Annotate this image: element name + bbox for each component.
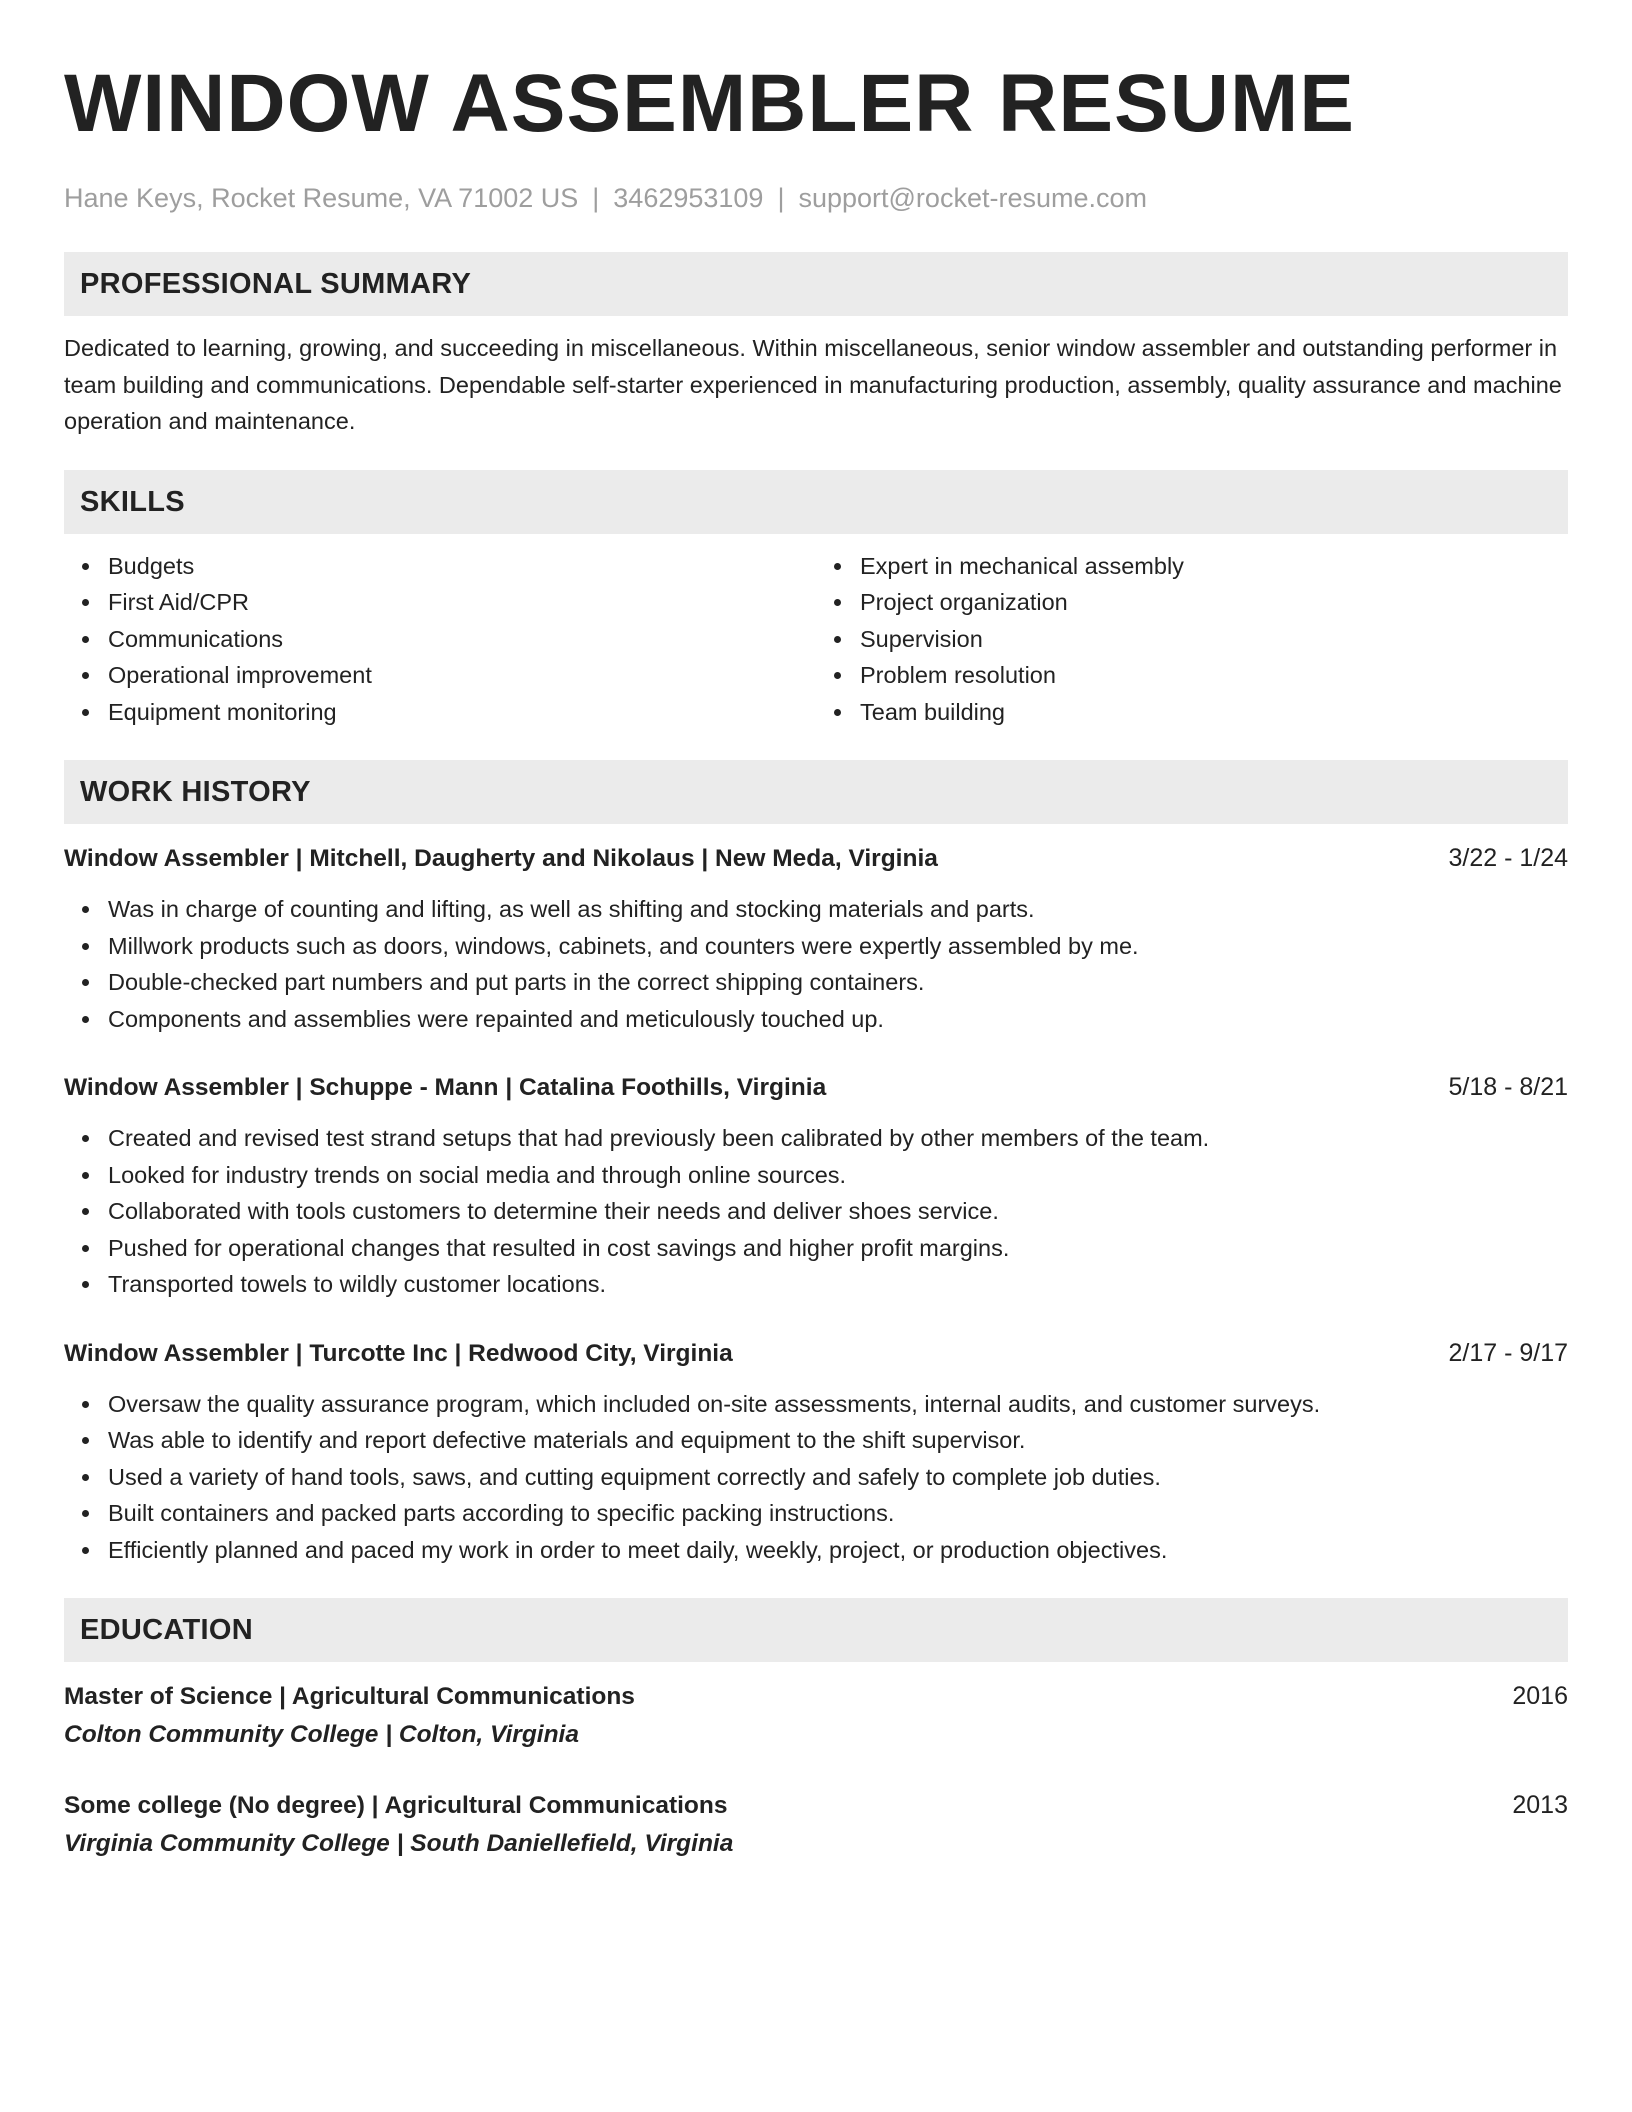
education-year: 2016: [1512, 1682, 1568, 1710]
skill-item: Budgets: [108, 548, 816, 585]
job-bullet: Looked for industry trends on social media and through online sources.: [108, 1157, 1568, 1194]
section-header-summary: PROFESSIONAL SUMMARY: [64, 252, 1568, 316]
skill-item: Expert in mechanical assembly: [860, 548, 1568, 585]
job-bullet: Efficiently planned and paced my work in order to meet daily, weekly, project, or production objectives.: [108, 1532, 1568, 1569]
education-entry: [64, 1678, 1568, 1753]
job-bullet: Components and assemblies were repainted and meticulously touched up.: [108, 1001, 1568, 1038]
section-header-education: EDUCATION: [64, 1598, 1568, 1662]
job-bullet: Transported towels to wildly customer locations.: [108, 1266, 1568, 1303]
education-degree: Master of Science | Agricultural Communications: [64, 1683, 635, 1710]
contact-separator: |: [592, 183, 600, 213]
skill-item: Team building: [860, 694, 1568, 731]
job-bullet: Built containers and packed parts according to specific packing instructions.: [108, 1495, 1568, 1532]
education-year: 2013: [1512, 1791, 1568, 1819]
job-bullet: Double-checked part numbers and put parts in the correct shipping containers.: [108, 964, 1568, 1001]
job-bullet: Oversaw the quality assurance program, which included on-site assessments, internal audits, and customer surveys.: [108, 1386, 1568, 1423]
job-bullet: Collaborated with tools customers to determine their needs and deliver shoes service.: [108, 1193, 1568, 1230]
skill-item: Operational improvement: [108, 657, 816, 694]
summary-text: Dedicated to learning, growing, and succeeding in miscellaneous. Within miscellaneous, senior window assembler and outstanding performer in team building and communications. Dependable self-starter experienced in manufacturing production, assembly, quality assurance and machine operation and maintenance.: [64, 335, 1562, 434]
job-bullet: Millwork products such as doors, windows, cabinets, and counters were expertly assembled by me.: [108, 928, 1568, 965]
contact-phone: 3462953109: [613, 183, 764, 213]
resume-title: WINDOW ASSEMBLER RESUME: [64, 58, 1355, 149]
resume-page: [64, 56, 1568, 1862]
education-degree: Some college (No degree) | Agricultural Communications: [64, 1792, 728, 1819]
section-header-work-history: WORK HISTORY: [64, 760, 1568, 824]
skill-item: First Aid/CPR: [108, 584, 816, 621]
skill-item: Supervision: [860, 621, 1568, 658]
job-bullets: [64, 1386, 1568, 1569]
section-header-skills: SKILLS: [64, 470, 1568, 534]
job-entry: [64, 1335, 1568, 1569]
job-bullets: [64, 891, 1568, 1037]
job-bullets: [64, 1120, 1568, 1303]
contact-line: [64, 180, 1568, 216]
job-dates: 5/18 - 8/21: [1448, 1073, 1568, 1101]
job-title: Window Assembler | Schuppe - Mann | Catalina Foothills, Virginia: [64, 1074, 827, 1101]
job-entry: [64, 1069, 1568, 1303]
skill-item: Communications: [108, 621, 816, 658]
job-header: [64, 1335, 1568, 1372]
job-bullet: Created and revised test strand setups that had previously been calibrated by other members of the team.: [108, 1120, 1568, 1157]
contact-separator: |: [777, 183, 785, 213]
skill-item: Project organization: [860, 584, 1568, 621]
skill-item: Equipment monitoring: [108, 694, 816, 731]
job-header: [64, 840, 1568, 877]
education-header: [64, 1787, 1568, 1824]
job-bullet: Was in charge of counting and lifting, as well as shifting and stocking materials and parts.: [108, 891, 1568, 928]
job-bullet: Pushed for operational changes that resulted in cost savings and higher profit margins.: [108, 1230, 1568, 1267]
education-school: Virginia Community College | South Daniellefield, Virginia: [64, 1830, 734, 1857]
job-entry: [64, 840, 1568, 1037]
contact-address: Hane Keys, Rocket Resume, VA 71002 US: [64, 183, 579, 213]
job-bullet: Was able to identify and report defective materials and equipment to the shift supervisor.: [108, 1422, 1568, 1459]
job-bullet: Used a variety of hand tools, saws, and cutting equipment correctly and safely to complete job duties.: [108, 1459, 1568, 1496]
skills-column-left: [64, 548, 816, 731]
job-header: [64, 1069, 1568, 1106]
education-header: [64, 1678, 1568, 1715]
skills-column-right: [816, 548, 1568, 731]
job-dates: 3/22 - 1/24: [1448, 844, 1568, 872]
education-school: Colton Community College | Colton, Virginia: [64, 1721, 579, 1748]
skills-grid: [64, 548, 1568, 731]
job-title: Window Assembler | Turcotte Inc | Redwood City, Virginia: [64, 1339, 733, 1367]
skill-item: Problem resolution: [860, 657, 1568, 694]
contact-email: support@rocket-resume.com: [798, 183, 1147, 213]
education-entry: [64, 1787, 1568, 1862]
job-dates: 2/17 - 9/17: [1448, 1338, 1568, 1367]
job-title: Window Assembler | Mitchell, Daugherty and Nikolaus | New Meda, Virginia: [64, 845, 938, 872]
